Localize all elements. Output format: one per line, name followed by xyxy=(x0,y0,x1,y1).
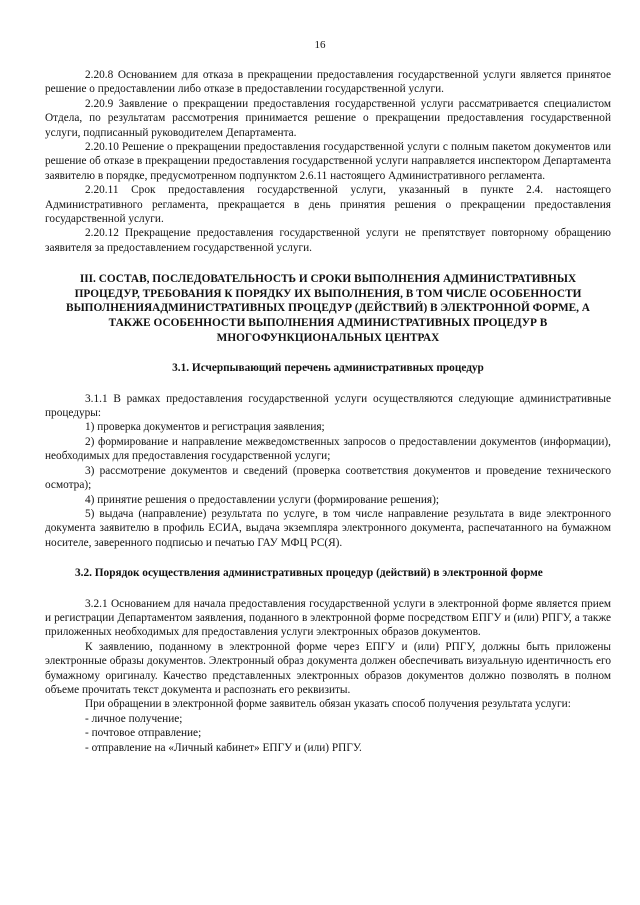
list-item: - отправление на «Личный кабинет» ЕПГУ и (или) РПГУ. xyxy=(85,741,362,754)
paragraph-2-20-12: 2.20.12 Прекращение предоставления государственной услуги не препятствует повторному обращению заявителя за предоставлением государственной услуги. xyxy=(45,227,611,254)
list-item: 1) проверка документов и регистрация заявления; xyxy=(85,421,325,434)
paragraph-2-20-11: 2.20.11 Срок предоставления государственной услуги, указанный в пункте 2.4. настоящего Административного регламента, прекращается в день принятия решения о прекращении предоставления государственной услуги. xyxy=(45,184,611,226)
paragraph-result-method: При обращении в электронной форме заявитель обязан указать способ получения результата услуги: xyxy=(85,698,571,711)
list-item: 5) выдача (направление) результата по услуге, в том числе направление результата в виде электронного документа заявителю в профиль ЕСИА, выдача экземпляра электронного документа, распечатанного на бумажном носителе, заверенного подписью и печатью ГАУ МФЦ РС(Я). xyxy=(45,507,611,549)
paragraph-electronic-images: К заявлению, поданному в электронной форме через ЕПГУ и (или) РПГУ, должны быть приложены электронные образы документов. Электронный образ документа должен обеспечивать визуальную идентичность его бумажному оригиналу. Качество представленных электронных образов документов должно позволять в полном объеме прочитать текст документа и распознать его реквизиты. xyxy=(45,640,611,696)
paragraph-3-1-1: 3.1.1 В рамках предоставления государственной услуги осуществляются следующие административные процедуры: xyxy=(45,392,611,420)
page-number: 16 xyxy=(314,39,326,51)
section-title: III. СОСТАВ, ПОСЛЕДОВАТЕЛЬНОСТЬ И СРОКИ ВЫПОЛНЕНИЯ АДМИНИСТРАТИВНЫХ ПРОЦЕДУР, ТРЕБОВАНИЯ К ПОРЯДКУ ИХ ВЫПОЛНЕНИЯ, В ТОМ ЧИСЛЕ ОСОБЕННОСТИ ВЫПОЛНЕНИЯАДМИНИСТРАТИВНЫХ ПРОЦЕДУР (ДЕЙСТВИЙ) В ЭЛЕКТРОННОЙ ФОРМЕ, А ТАКЖЕ ОСОБЕННОСТИ ВЫПОЛНЕНИЯ АДМИНИСТРАТИВНЫХ ПРОЦЕДУР В МНОГОФУНКЦИОНАЛЬНЫХ ЦЕНТРАХ xyxy=(66,273,590,344)
paragraph-2-20-8: 2.20.8 Основанием для отказа в прекращении предоставления государственной услуги является принятое решение о предоставлении либо отказе в предоставлении государственной услуги. xyxy=(45,69,611,96)
subsection-title-3-2: 3.2. Порядок осуществления административных процедур (действий) в электронной форме xyxy=(75,567,543,580)
paragraph-2-20-10: 2.20.10 Решение о прекращении предоставления государственной услуги с полным пакетом документов или решение об отказе в прекращении предоставления государственной услуги направляется инспектором Департамента заявителю в порядке, предусмотренном подпунктом 2.6.11 настоящего Административного регламента. xyxy=(45,141,611,182)
paragraph-2-20-9: 2.20.9 Заявление о прекращении предоставления государственной услуги рассматривается специалистом Отдела, по результатам рассмотрения принимается решение о прекращении предоставления государственной услуги, подписанный руководителем Департамента. xyxy=(45,97,611,139)
paragraph-3-2-1: 3.2.1 Основанием для начала предоставления государственной услуги в электронной форме является прием и регистрации Департаментом заявления, поданного в электронной форме посредством ЕПГУ и (или) РПГУ, а также приложенных необходимых для предоставления услуги электронных образов документов. xyxy=(45,597,611,639)
list-item: 4) принятие решения о предоставлении услуги (формирование решения); xyxy=(85,493,439,506)
document-body xyxy=(45,68,611,755)
list-item: - почтовое отправление; xyxy=(85,727,202,740)
subsection-title-3-1: 3.1. Исчерпывающий перечень административных процедур xyxy=(172,362,484,375)
list-item: 3) рассмотрение документов и сведений (проверка соответствия документов и проведение технического осмотра); xyxy=(45,464,611,492)
list-item: 2) формирование и направление межведомственных запросов о предоставлении документов (информации), необходимых для предоставления государственной услуги; xyxy=(45,435,611,463)
list-item: - личное получение; xyxy=(85,712,183,725)
